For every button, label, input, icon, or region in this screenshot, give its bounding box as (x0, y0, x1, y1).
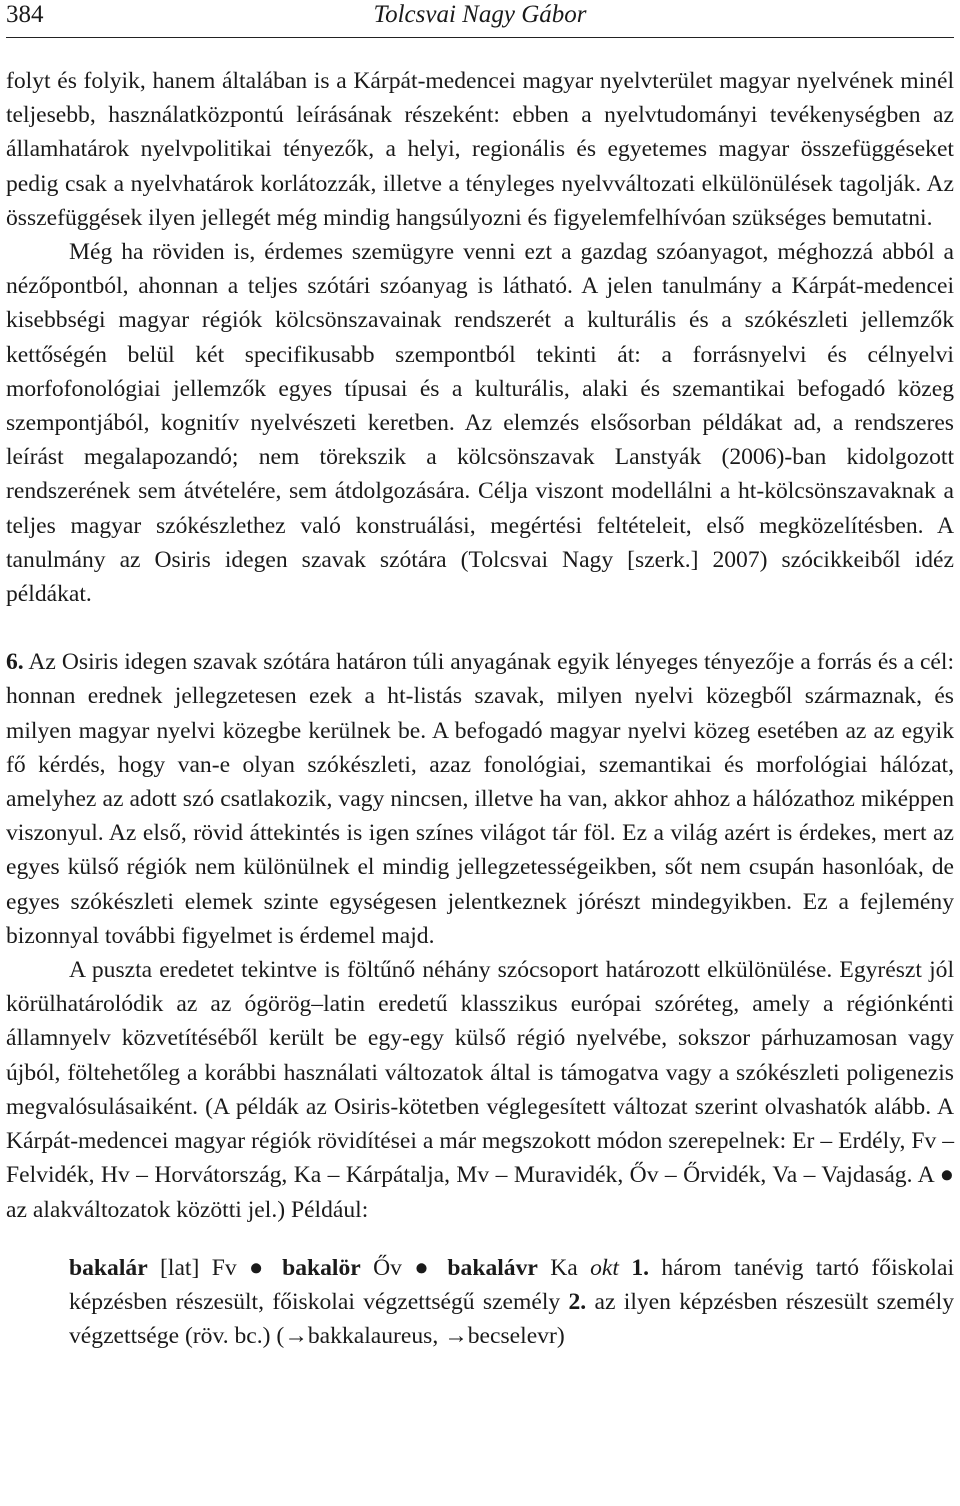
sense-number: 1. (618, 1254, 650, 1281)
section-text: Az Osiris idegen szavak szótára határon túli anyagának egyik lényeges tényezője a forrás és a cél: honnan erednek jellegzetesen ezek a ht-listás szavak, milyen nyelvi közegből származnak, és milyen magyar nyelvi közegbe kerülnek be. A befogadó magyar nyelvi közeg esetében az az egyik fő kérdés, hogy van-e olyan szókészleti, azaz fonológiai, szemantikai és morfológiai hálózat, amelyhez az adott szó csatlakozik, vagy nincsen, illetve ha van, akkor ahhoz a hálózathoz miképpen viszonyul. Az első, rövid áttekintés is igen színes világot tár föl. Ez a világ azért is érdekes, mert az egyes külső régiók nem különülnek el mindig jellegzetességeikben, sőt nem csupán hasonlóak, de egyes szókészleti elemek szinte egységesen jelentkeznek jórészt mindegyikben. Ez a fejlemény bizonnyal további figyelmet is érdemel majd. (6, 649, 954, 949)
section-paragraph (6, 645, 954, 953)
sense-number: 2. (568, 1288, 587, 1315)
sense-text: az ilyen képzésben részesült személy végzettsége (röv. bc.) (→bakkalaureus, →becselevr) (69, 1288, 954, 1350)
entry-variant: bakalávr (447, 1254, 538, 1281)
page-number: 384 (6, 1, 44, 28)
running-head: Tolcsvai Nagy Gábor (373, 1, 587, 28)
section-spacer (6, 611, 954, 645)
paragraph: folyt és folyik, hanem általában is a Kárpát-medencei magyar nyelvterület magyar nyelvének minél teljesebb, használatközpontú leírásának részeként: ebben a nyelvtudományi tevékenységben az államhatárok nyelvpolitikai tényezők, a helyi, regionális és egyetemes magyar összefüggéseket pedig csak a nyelvhatárok korlátozzák, illetve a tényleges nyelvváltozati elkülönülések tagolják. Az összefüggések ilyen jellegét még mindig hangsúlyozni és figyelemfelhívóan szükséges bemutatni. (6, 68, 954, 231)
entry-variant: bakalör (282, 1254, 361, 1281)
page-header (0, 0, 960, 38)
entry-text: Őv ● (360, 1254, 448, 1281)
entry-spacer (6, 1227, 954, 1251)
dictionary-entry (6, 1251, 954, 1354)
paragraph: Még ha röviden is, érdemes szemügyre venni ezt a gazdag szóanyagot, méghozzá abból a nézőpontból, ahonnan a teljes szótári szóanyag is látható. A jelen tanulmány a Kárpát-medencei kisebbségi magyar régiók kölcsönszavainak rendszerét a kulturális és a szókészleti jellemzők kettőségén belül két specifikusabb szempontból tekinti át: a forrásnyelvi és célnyelvi morfofonológiai jellemzők egyes típusai és a kulturális, alaki és szemantikai befogadó közeg szempontjából, kognitív nyelvészeti keretben. Az elemzés elsősorban példákat ad, a rendszeres leírást megalapozandó; nem törekszik a kölcsönszavak Lanstyák (2006)-ban kidolgozott rendszerének sem átvételére, sem átdolgozására. Célja viszont modellálni a ht-kölcsönszavaknak a teljes magyar szókészlethez való konstruálási, megértési feltételeit, első megközelítésben. A tanulmány az Osiris idegen szavak szótára (Tolcsvai Nagy [szerk.] 2007) szócikkeiből idéz példákat. (6, 239, 954, 608)
paragraph: A puszta eredetet tekintve is föltűnő néhány szócsoport határozott elkülönülése. Egyrészt jól körülhatárolódik az az ógörög–latin eredetű klasszikus európai szóréteg, amely a régiónkénti államnyelv közvetítéséből került be egy-egy külső régió nyelvébe, sokszor párhuzamosan vagy újból, föltehetőleg a korábbi használati változatok által is támogatva vagy a szókészleti poligenezis megvalósulásaiként. (A példák az Osiris-kötetben véglegesített változat szerint olvashatók alább. A Kárpát-medencei magyar régiók rövidítései a már megszokott módon szerepelnek: Er – Erdély, Fv – Felvidék, Hv – Horvátország, Ka – Kárpátalja, Mv – Muravidék, Őv – Őrvidék, Va – Vajdaság. A ● az alakváltozatok közötti jel.) Például: (6, 957, 954, 1223)
entry-headword: bakalár (69, 1254, 148, 1281)
section-number: 6. (6, 649, 24, 676)
entry-pos: okt (590, 1254, 619, 1281)
header-rule (6, 37, 954, 38)
body-text (6, 64, 954, 1353)
sense-text: három tanévig tartó főiskolai képzésben részesült, főiskolai végzettségű személy (69, 1254, 954, 1315)
entry-text: [lat] Fv ● (147, 1254, 283, 1281)
entry-text: Ka (537, 1254, 591, 1281)
